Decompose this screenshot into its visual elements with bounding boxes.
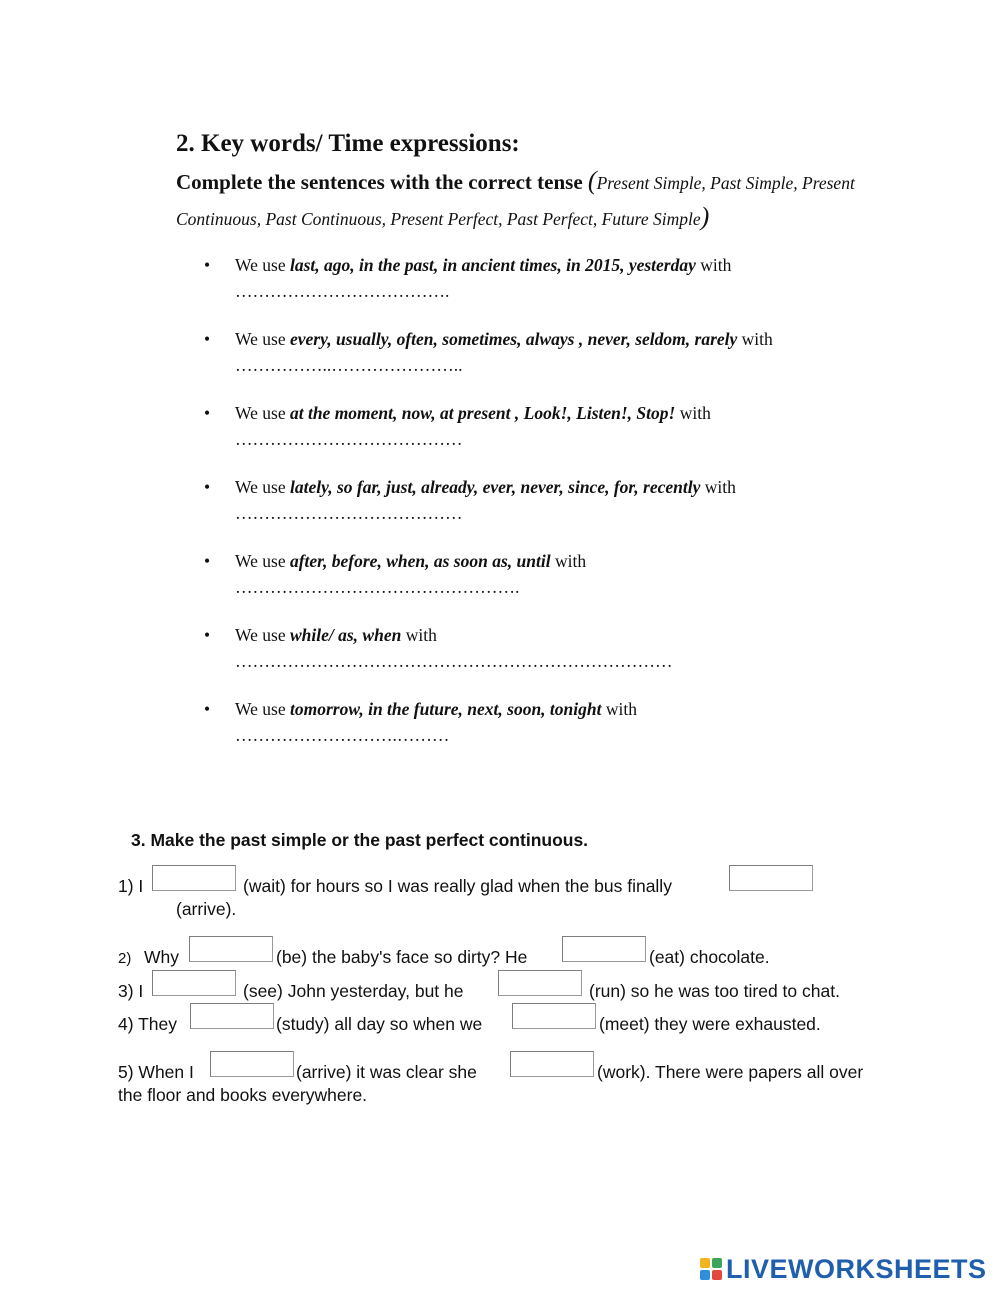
answer-blank-dots: ……………..………………….. bbox=[235, 355, 463, 375]
ex3-text-b: (run) so he was too tired to chat. bbox=[589, 981, 840, 1001]
ex5-text-a: (arrive) it was clear she bbox=[296, 1062, 477, 1082]
ex4-number: 4) They bbox=[118, 1014, 178, 1034]
answer-blank-dots: ………………………………. bbox=[235, 281, 450, 301]
sentence-suffix: with bbox=[700, 477, 736, 497]
sentence-prefix: We use bbox=[235, 403, 290, 423]
bullet-icon: • bbox=[204, 403, 211, 423]
key-words: every, usually, often, sometimes, always , never, seldom, rarely bbox=[289, 329, 738, 349]
bullet-icon: • bbox=[204, 551, 211, 571]
bullet-icon: • bbox=[204, 255, 211, 275]
liveworksheets-mark-icon bbox=[700, 1258, 722, 1282]
sentence-suffix: with bbox=[550, 551, 587, 571]
key-words-sentence bbox=[235, 400, 711, 426]
tense-list: Present Simple, Past Simple, Present Continuous, Past Continuous, Present Perfect, Past Perfect, Future Simple bbox=[176, 173, 855, 229]
key-words: after, before, when, as soon as, until bbox=[289, 551, 551, 571]
ex2-text-b: (eat) chocolate. bbox=[649, 947, 770, 967]
key-words-sentence bbox=[235, 548, 586, 574]
paren-close: ) bbox=[700, 202, 710, 231]
key-words-sentence bbox=[235, 252, 731, 278]
answer-blank-dots: ………………………………… bbox=[235, 429, 463, 449]
sentence-prefix: We use bbox=[235, 551, 290, 571]
key-words-sentence bbox=[235, 696, 637, 722]
ex1-text-b: (arrive). bbox=[176, 899, 237, 919]
sentence-suffix: with bbox=[401, 625, 437, 645]
ex4-text-b: (meet) they were exhausted. bbox=[599, 1014, 821, 1034]
section-2-title: 2. Key words/ Time expressions: bbox=[176, 130, 520, 157]
ex2-number: 2) bbox=[118, 950, 132, 967]
answer-blank-dots: ………………………………… bbox=[235, 503, 463, 523]
sentence-prefix: We use bbox=[235, 477, 290, 497]
key-words: while/ as, when bbox=[289, 625, 402, 645]
ex3-number: 3) I bbox=[118, 981, 144, 1001]
section-3-title: 3. Make the past simple or the past perfect continuous. bbox=[131, 830, 589, 850]
ex5-answer-1-input[interactable] bbox=[210, 1051, 294, 1077]
key-words-sentence bbox=[235, 474, 736, 500]
paren-open: ( bbox=[587, 166, 597, 195]
ex3-answer-2-input[interactable] bbox=[498, 970, 582, 996]
bullet-icon: • bbox=[204, 329, 211, 349]
ex3-answer-1-input[interactable] bbox=[152, 970, 236, 996]
ex5-number: 5) When I bbox=[118, 1062, 194, 1082]
ex5-text-b: (work). There were papers all over bbox=[597, 1062, 864, 1082]
answer-blank-dots: ……………………….……… bbox=[235, 725, 450, 745]
ex4-answer-2-input[interactable] bbox=[512, 1003, 596, 1029]
bullet-icon: • bbox=[204, 625, 211, 645]
sentence-suffix: with bbox=[695, 255, 732, 275]
ex1-answer-1-input[interactable] bbox=[152, 865, 236, 891]
ex5-answer-2-input[interactable] bbox=[510, 1051, 594, 1077]
ex2-answer-1-input[interactable] bbox=[189, 936, 273, 962]
sentence-suffix: with bbox=[675, 403, 711, 423]
sentence-prefix: We use bbox=[235, 255, 290, 275]
ex2-answer-2-input[interactable] bbox=[562, 936, 646, 962]
ex2-why: Why bbox=[144, 947, 179, 967]
instruction-text: Complete the sentences with the correct tense bbox=[176, 170, 583, 194]
ex5-text-c: the floor and books everywhere. bbox=[118, 1085, 368, 1105]
ex4-text-a: (study) all day so when we bbox=[276, 1014, 483, 1034]
key-words-sentence bbox=[235, 622, 437, 648]
sentence-prefix: We use bbox=[235, 329, 290, 349]
sentence-suffix: with bbox=[737, 329, 773, 349]
section-2-instruction bbox=[176, 164, 896, 236]
sentence-prefix: We use bbox=[235, 625, 290, 645]
answer-blank-dots: …………………………………………. bbox=[235, 577, 520, 597]
key-words: tomorrow, in the future, next, soon, tonight bbox=[289, 699, 602, 719]
ex1-number: 1) I bbox=[118, 876, 144, 896]
answer-blank-dots: ………………………………………………………………… bbox=[235, 651, 673, 671]
ex2-text-a: (be) the baby's face so dirty? He bbox=[276, 947, 528, 967]
ex3-text-a: (see) John yesterday, but he bbox=[243, 981, 464, 1001]
ex1-answer-2-input[interactable] bbox=[729, 865, 813, 891]
ex4-answer-1-input[interactable] bbox=[190, 1003, 274, 1029]
key-words: at the moment, now, at present , Look!, Listen!, Stop! bbox=[289, 403, 676, 423]
key-words-sentence bbox=[235, 326, 773, 352]
bullet-icon: • bbox=[204, 699, 211, 719]
bullet-icon: • bbox=[204, 477, 211, 497]
sentence-suffix: with bbox=[601, 699, 637, 719]
brand-name: LIVEWORKSHEETS bbox=[726, 1254, 987, 1284]
sentence-prefix: We use bbox=[235, 699, 290, 719]
ex1-text-a: (wait) for hours so I was really glad when the bus finally bbox=[243, 876, 672, 896]
key-words: last, ago, in the past, in ancient times, in 2015, yesterday bbox=[289, 255, 696, 275]
key-words: lately, so far, just, already, ever, never, since, for, recently bbox=[289, 477, 701, 497]
